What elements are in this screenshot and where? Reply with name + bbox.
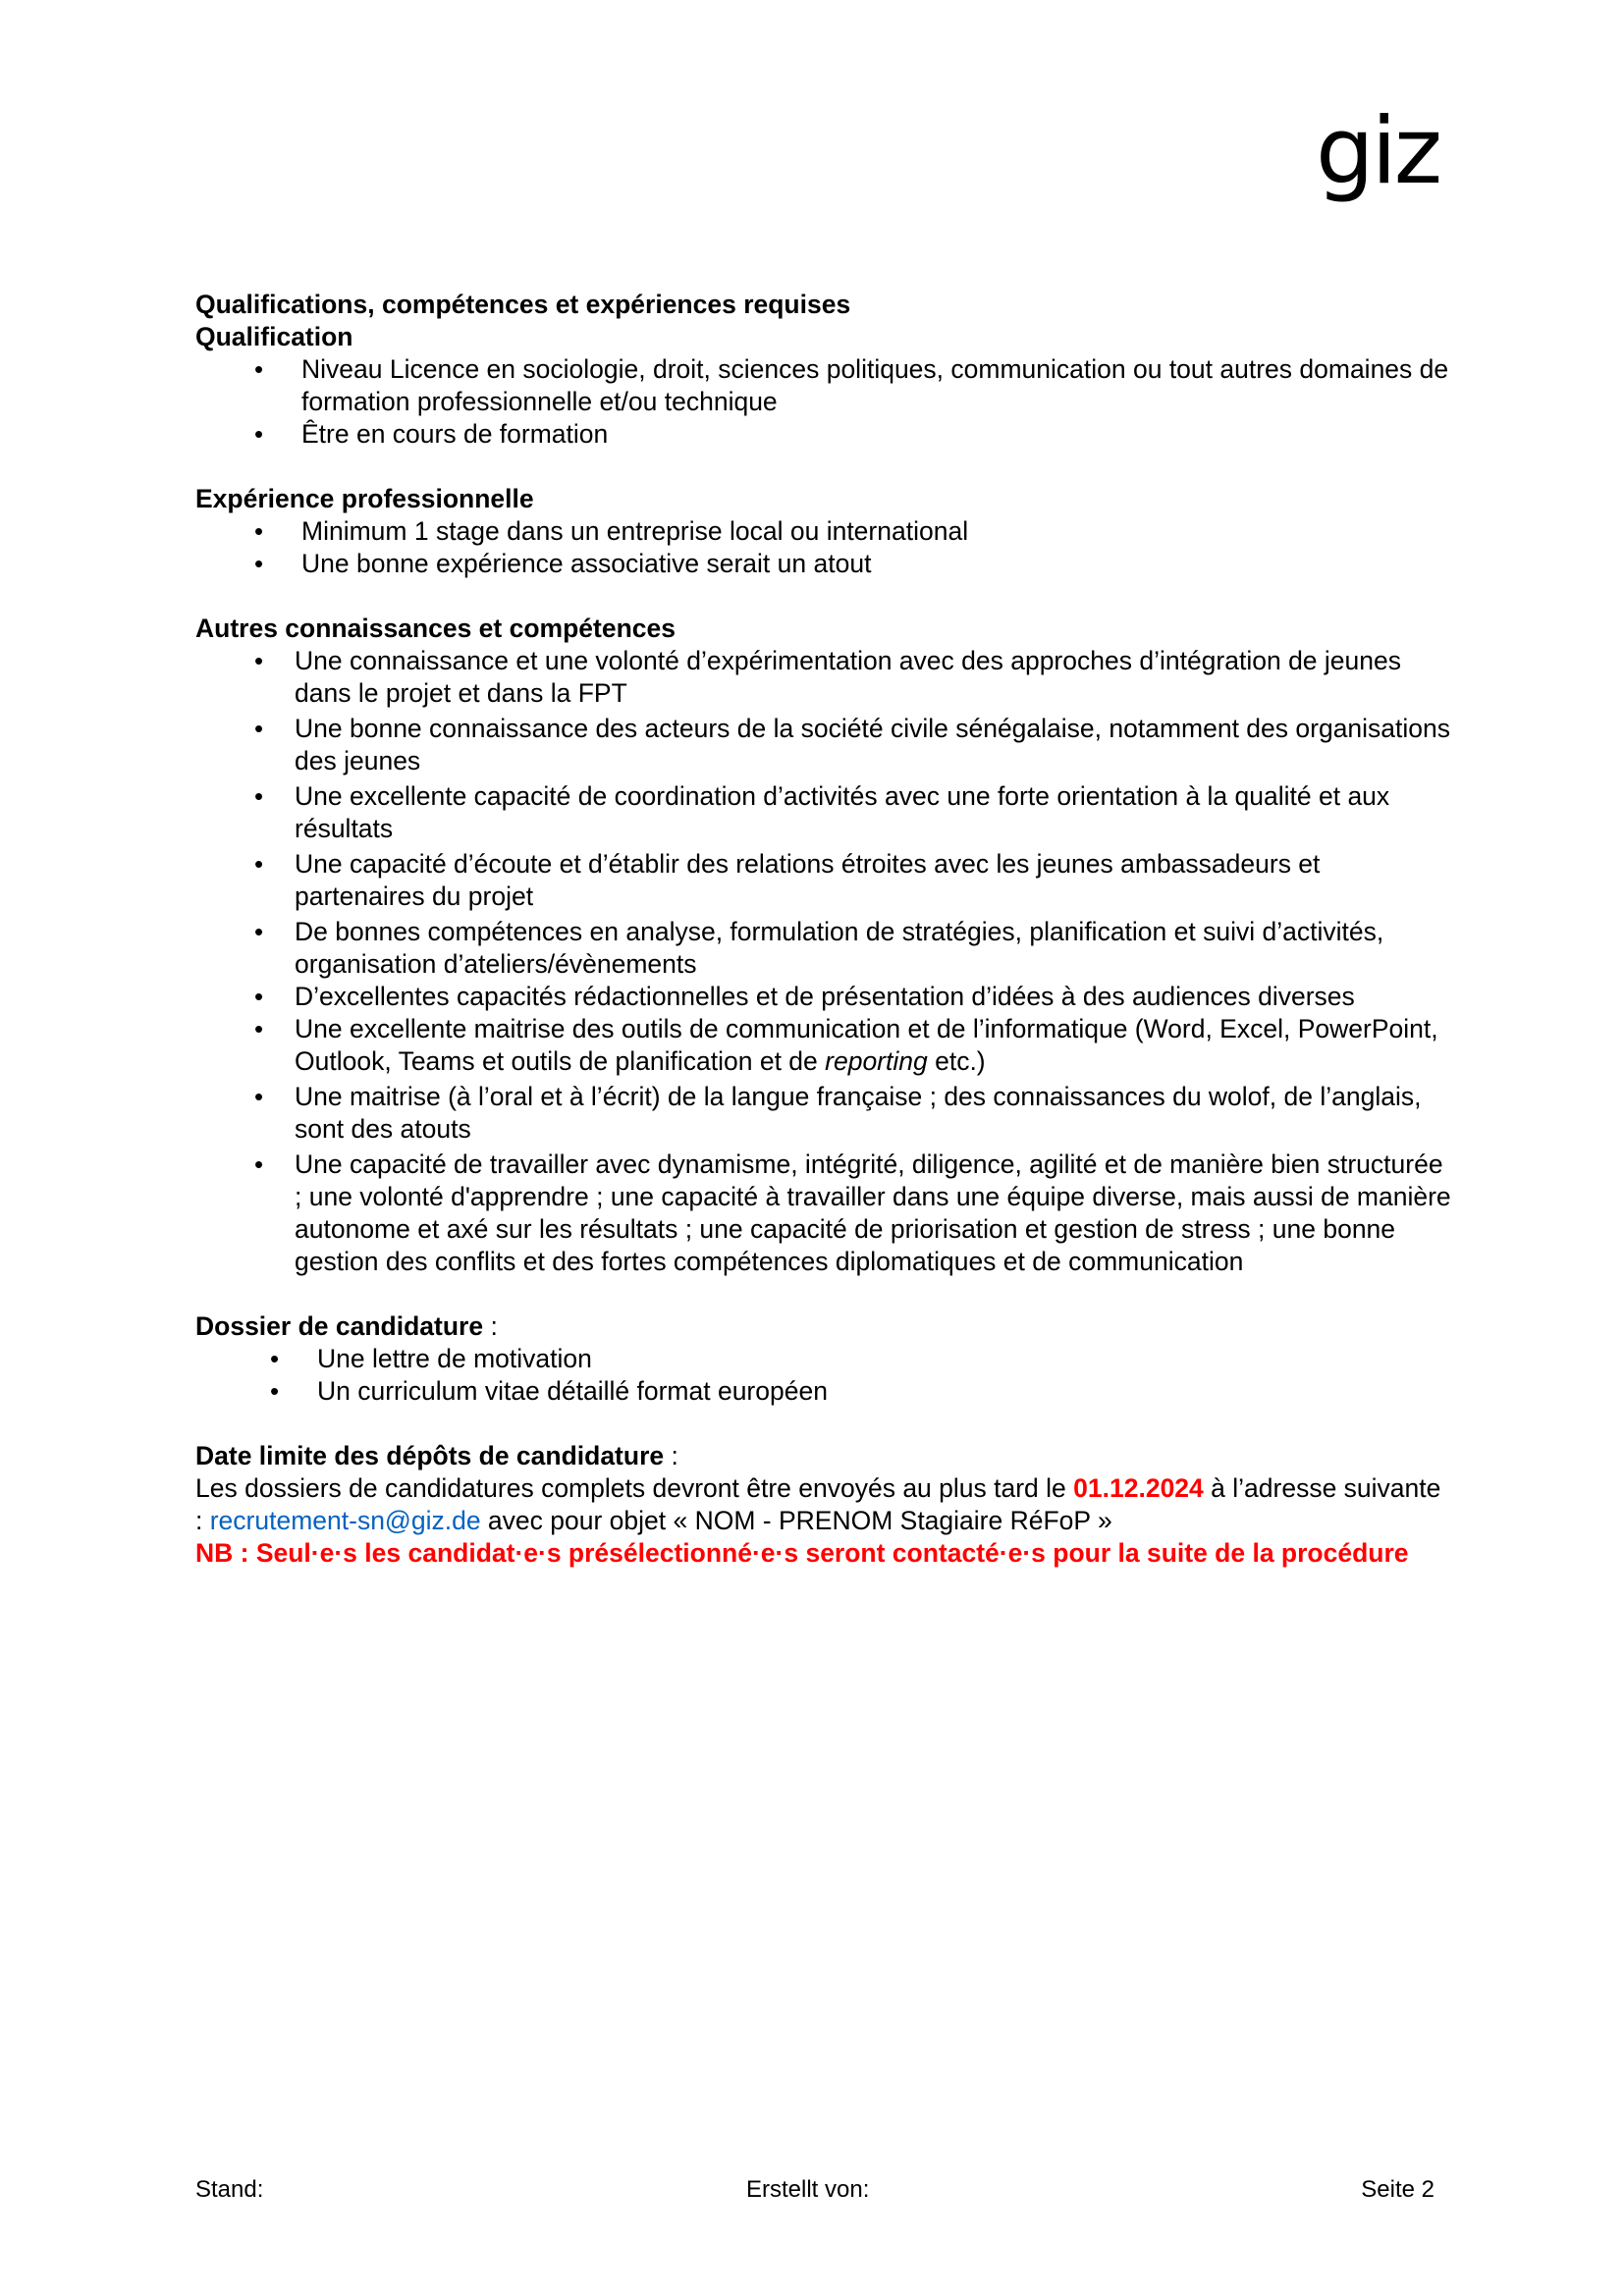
list-item: • Minimum 1 stage dans un entreprise local ou international [254,516,969,546]
section-title: Qualifications, compétences et expériences requises [195,290,851,319]
footer-stand: Stand: [195,2176,264,2203]
document-body [195,289,1452,1570]
list-item: • Un curriculum vitae détaillé format européen [270,1376,828,1406]
deadline-date: 01.12.2024 [1073,1473,1204,1503]
dossier-heading-line: Dossier de candidature : [195,1311,498,1341]
other-skills-heading: Autres connaissances et compétences [195,614,676,643]
footer-page-number: Seite 2 [1361,2176,1435,2203]
other-skills-list [195,645,1452,1278]
bullet-icon: • [254,1082,264,1111]
list-item: • Une bonne expérience associative serait un atout [254,549,872,578]
bullet-icon: • [254,1014,264,1043]
bullet-icon: • [254,419,264,449]
bullet-icon: • [270,1376,280,1406]
list-item: • Une maitrise (à l’oral et à l’écrit) de la langue française ; des connaissances du wolof, de l’anglais, sont des atouts [254,1082,1422,1144]
footer-erstellt: Erstellt von: [746,2176,870,2203]
list-item: • Une capacité d’écoute et d’établir des relations étroites avec les jeunes ambassadeurs et partenaires du projet [254,849,1321,911]
list-item: • Une excellente capacité de coordination d’activités avec une forte orientation à la qualité et aux résultats [254,781,1390,843]
bullet-icon: • [270,1344,280,1373]
qualification-heading: Qualification [195,322,353,351]
bullet-icon: • [254,1149,264,1179]
list-item: • Une lettre de motivation [270,1344,592,1373]
bullet-icon: • [254,982,264,1011]
deadline-heading-line: Date limite des dépôts de candidature : [195,1441,678,1470]
email-link[interactable]: recrutement-sn@giz.de [209,1506,481,1535]
experience-list [195,515,1452,580]
experience-heading: Expérience professionnelle [195,484,534,513]
list-item: • Une bonne connaissance des acteurs de la société civile sénégalaise, notamment des organisations des jeunes [254,714,1451,775]
bullet-icon: • [254,781,264,811]
qualification-list [195,353,1452,451]
list-item: • De bonnes compétences en analyse, formulation de stratégies, planification et suivi d’activités, organisation d’ateliers/évènements [254,917,1384,979]
list-item: • Une excellente maitrise des outils de communication et de l’informatique (Word, Excel, PowerPoint, Outlook, Teams et outils de planification et de reporting etc.) [254,1014,1438,1076]
bullet-icon: • [254,516,264,546]
bullet-icon: • [254,849,264,879]
bullet-icon: • [254,549,264,578]
nb-notice: NB : Seul·e·s les candidat·e·s présélectionné·e·s seront contacté·e·s pour la suite de la procédure [195,1538,1409,1568]
list-item: • D’excellentes capacités rédactionnelles et de présentation d’idées à des audiences diverses [254,982,1355,1011]
bullet-icon: • [254,646,264,675]
giz-logo: giz [1316,98,1440,205]
list-item: • Une capacité de travailler avec dynamisme, intégrité, diligence, agilité et de manière bien structurée ; une volonté d'apprendre ; une capacité à travailler dans une équipe diverse, mais aussi de manière autonome et axé sur les résultats ; une capacité de priorisation et gestion de stress ; une bonne gestion des conflits et des fortes compétences diplomatiques et de communication [254,1149,1451,1276]
bullet-icon: • [254,714,264,743]
bullet-icon: • [254,354,264,384]
bullet-icon: • [254,917,264,946]
dossier-list [195,1343,1452,1408]
list-item: • Niveau Licence en sociologie, droit, sciences politiques, communication ou tout autres domaines de formation professionnelle et/ou technique [254,354,1449,416]
list-item: • Une connaissance et une volonté d’expérimentation avec des approches d’intégration de jeunes dans le projet et dans la FPT [254,646,1402,708]
deadline-paragraph: Les dossiers de candidatures complets devront être envoyés au plus tard le 01.12.2024 à l’adresse suivante : recrutement-sn@giz.de avec pour objet « NOM - PRENOM Stagiaire RéFoP » [195,1473,1441,1535]
list-item: • Être en cours de formation [254,419,609,449]
